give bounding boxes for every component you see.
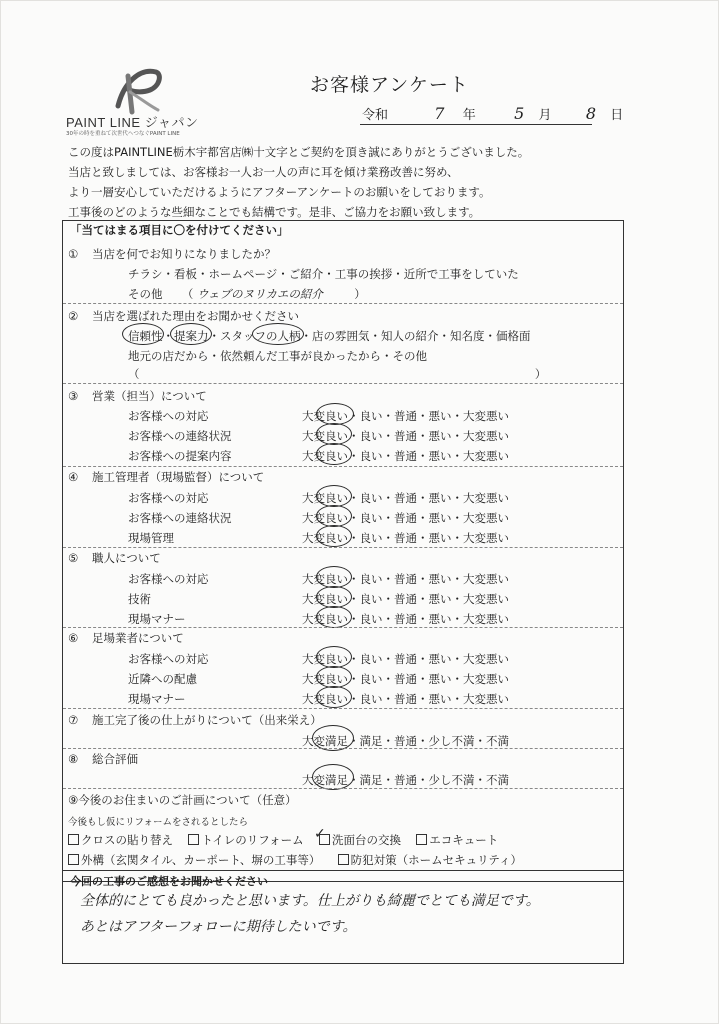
date-row <box>362 104 623 123</box>
q6-item-1: お客様への対応 <box>128 652 209 666</box>
option-label: クロスの貼り替え <box>81 833 173 847</box>
answer-circle <box>252 323 304 345</box>
answer-circle <box>316 646 352 668</box>
q3-item-1: お客様への対応 <box>128 409 209 423</box>
q1-other-answer: ウェブのヌリカエの紹介 <box>196 287 323 301</box>
page-title: お客様アンケート <box>310 74 469 96</box>
option-label: 防犯対策（ホームセキュリティ） <box>350 853 522 867</box>
q5-item-2: 技術 <box>128 592 151 606</box>
answer-circle <box>316 525 352 547</box>
rating-scale: 大変良い・良い・普通・悪い・大変悪い <box>302 409 509 423</box>
rating-scale: 大変良い・良い・普通・悪い・大変悪い <box>302 511 509 525</box>
q4-item-3: 現場管理 <box>128 531 174 545</box>
checkbox[interactable] <box>188 834 199 845</box>
rating-scale: 大変良い・良い・普通・悪い・大変悪い <box>302 592 509 606</box>
question-2 <box>68 308 299 324</box>
q1-other-close: ） <box>354 287 366 301</box>
q4-label: 施工管理者（現場監督）について <box>92 470 265 484</box>
answer-circle <box>316 423 352 445</box>
q8-scale: 大変満足・満足・普通・少し不満・不満 <box>302 773 509 787</box>
q3-item-3: お客様への提案内容 <box>128 449 232 463</box>
option-label: エコキュート <box>429 833 499 847</box>
q6-label: 足場業者について <box>92 631 184 645</box>
answer-circle <box>316 686 352 708</box>
company-logo-icon <box>110 62 164 116</box>
intro-line-1: この度はPAINTLINE栃木宇都宮店㈱十文字とご契約を頂き誠にありがとうございました。 <box>68 145 530 159</box>
rating-scale: 大変良い・良い・普通・悪い・大変悪い <box>302 531 509 545</box>
impressions-title: 今回の工事のご感想をお聞かせください <box>70 875 268 888</box>
divider <box>63 788 623 789</box>
q6-number: ⑥ <box>68 631 79 645</box>
rating-scale: 大変良い・良い・普通・悪い・大変悪い <box>302 652 509 666</box>
q3-number: ③ <box>68 389 79 403</box>
option-label: トイレのリフォーム <box>201 833 304 847</box>
divider <box>63 748 623 749</box>
impressions-line-1: 全体的にとても良かったと思います。仕上がりも綺麗でとても満足です。 <box>80 893 540 909</box>
question-8 <box>68 751 138 767</box>
q1-options: チラシ・看板・ホームページ・ご紹介・工事の挨拶・近所で工事をしていた <box>128 267 519 281</box>
date-day: 8 <box>585 104 597 123</box>
checkbox[interactable] <box>68 834 79 845</box>
rating-scale: 大変良い・良い・普通・悪い・大変悪い <box>302 692 509 706</box>
q4-item-1: お客様への対応 <box>128 491 209 505</box>
date-era: 令和 <box>362 108 389 123</box>
q9-note: 今後もし仮にリフォームをされるとしたら <box>68 817 249 828</box>
answer-circle <box>122 323 164 345</box>
rating-scale: 大変良い・良い・普通・悪い・大変悪い <box>302 491 509 505</box>
q1-other-open: （ <box>181 287 194 301</box>
divider <box>63 547 623 548</box>
q7-scale: 大変満足・満足・普通・少し不満・不満 <box>302 734 509 748</box>
divider <box>63 383 623 384</box>
answer-circle <box>316 666 352 688</box>
question-4 <box>68 469 264 485</box>
checkbox[interactable] <box>416 834 427 845</box>
q3-item-2: お客様への連絡状況 <box>128 429 232 443</box>
q4-number: ④ <box>68 470 79 484</box>
date-year: 7 <box>434 104 445 123</box>
option-label: 洗面台の交換 <box>331 833 401 847</box>
q5-item-3: 現場マナー <box>128 612 186 626</box>
q6-item-2: 近隣への配慮 <box>128 672 197 686</box>
divider <box>63 708 623 709</box>
q2-options-2: 地元の店だから・依然頼んだ工事が良かったから・その他 <box>128 349 427 363</box>
question-1 <box>68 246 276 262</box>
q8-number: ⑧ <box>68 752 79 766</box>
divider <box>63 466 623 467</box>
checkbox[interactable] <box>338 854 349 865</box>
q2-paren-close: ） <box>534 367 547 381</box>
answer-circle <box>316 505 352 527</box>
checkmark-icon: ✓ <box>314 826 326 842</box>
date-day-unit: 日 <box>610 108 624 123</box>
q1-label: 当店を何でお知りになりましたか？ <box>92 247 276 261</box>
rating-scale: 大変良い・良い・普通・悪い・大変悪い <box>302 672 509 686</box>
intro-line-4: 工事後のどのような些細なことでも結構です。是非、ご協力をお願い致します。 <box>68 205 481 219</box>
intro-line-3: より一層安心していただけるようにアフターアンケートのお願いをしております。 <box>68 185 491 199</box>
option-label: 外構（玄関タイル、カーポート、塀の工事等） <box>81 853 321 867</box>
logo-tagline: 30年の時を重ねて次世代へつなぐPAINT LINE <box>66 131 180 137</box>
divider <box>63 627 623 628</box>
q3-label: 営業（担当）について <box>92 389 207 403</box>
q5-item-1: お客様への対応 <box>128 572 209 586</box>
date-year-unit: 年 <box>462 108 476 123</box>
answer-circle <box>316 606 352 628</box>
intro-line-2: 当店と致しましては、お客様お一人お一人の声に耳を傾け業務改善に努め、 <box>68 165 459 179</box>
q2-paren-row <box>128 366 546 382</box>
rating-scale: 大変良い・良い・普通・悪い・大変悪い <box>302 449 509 463</box>
q1-number: ① <box>68 247 79 261</box>
answer-circle <box>316 403 354 425</box>
question-5 <box>68 550 161 566</box>
q2-label: 当店を選ばれた理由をお聞かせください <box>92 309 299 323</box>
answer-circle <box>316 586 352 608</box>
answer-circle <box>316 566 352 588</box>
q7-number: ⑦ <box>68 713 79 727</box>
q2-paren-open: （ <box>128 367 140 381</box>
question-7 <box>68 712 322 728</box>
instruction-heading: 「当てはまる項目に〇を付けてください」 <box>70 223 289 237</box>
impressions-line-2: あとはアフターフォローに期待したいです。 <box>80 919 357 935</box>
rating-scale: 大変良い・良い・普通・悪い・大変悪い <box>302 572 509 586</box>
q9-options-row-1 <box>68 832 498 848</box>
date-month: 5 <box>514 104 525 123</box>
q1-other-label: その他 <box>128 287 163 301</box>
rating-scale: 大変良い・良い・普通・悪い・大変悪い <box>302 612 509 626</box>
answer-circle <box>312 764 354 790</box>
question-9: ⑨今後のお住まいのご計画について（任意） <box>68 793 297 807</box>
question-6 <box>68 630 184 646</box>
q4-item-2: お客様への連絡状況 <box>128 511 232 525</box>
divider <box>63 303 623 304</box>
date-underline <box>360 124 592 125</box>
q2-number: ② <box>68 309 79 323</box>
q5-number: ⑤ <box>68 551 79 565</box>
q6-item-3: 現場マナー <box>128 692 186 706</box>
rating-scale: 大変良い・良い・普通・悪い・大変悪い <box>302 429 509 443</box>
answer-circle <box>316 443 352 465</box>
question-3 <box>68 388 207 404</box>
q5-label: 職人について <box>92 551 161 565</box>
answer-circle <box>170 323 212 345</box>
date-month-unit: 月 <box>538 108 552 123</box>
q9-options-row-2 <box>68 852 522 868</box>
q7-label: 施工完了後の仕上がりについて（出来栄え） <box>92 713 322 727</box>
checkbox[interactable] <box>68 854 79 865</box>
answer-circle <box>316 485 352 507</box>
q1-other-row <box>128 286 366 302</box>
q2-options-1: 信頼性・提案力・スタッフの人柄・店の雰囲気・知人の紹介・知名度・価格面 <box>128 329 531 343</box>
q8-label: 総合評価 <box>92 752 138 766</box>
logo-name: PAINT LINE ジャパン <box>66 115 199 130</box>
